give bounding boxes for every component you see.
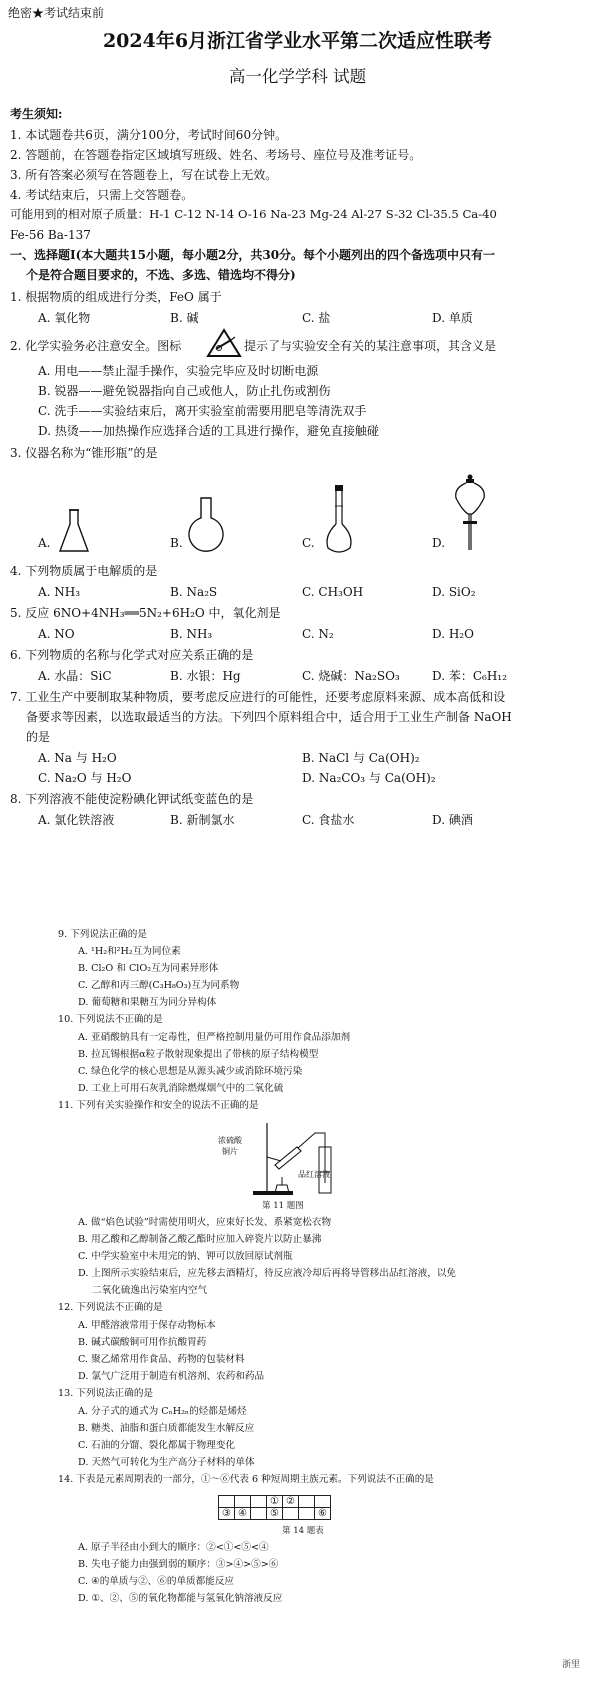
figure-label-sulfuric-acid: 浓硫酸	[218, 1136, 242, 1145]
q9-option-d[interactable]: D. 葡萄糖和果糖互为同分异构体	[78, 997, 217, 1008]
notice-item-2: 2. 答题前，在答题卷指定区域填写班级、姓名、考场号、座位号及准考证号。	[10, 148, 422, 162]
figure-label-copper: 铜片	[222, 1147, 238, 1156]
q3-option-c[interactable]: C.	[302, 536, 315, 550]
q11-stem: 11. 下列有关实验操作和安全的说法不正确的是	[58, 1100, 259, 1111]
q9-option-a[interactable]: A. ¹H₂和²H₂互为同位素	[78, 946, 181, 957]
q5-option-b[interactable]: B. NH₃	[170, 627, 213, 641]
q8-option-d[interactable]: D. 碘酒	[432, 813, 473, 827]
q11-figure-caption: 第 11 题图	[262, 1201, 304, 1211]
q12-option-c[interactable]: C. 聚乙烯常用作食品、药物的包装材料	[78, 1354, 245, 1365]
corner-watermark: 浙里	[562, 1660, 581, 1670]
copper-sulfuric-acid-apparatus-figure	[225, 1117, 360, 1197]
q2-stem-before: 2. 化学实验务必注意安全。图标	[10, 339, 182, 353]
q13-stem: 13. 下列说法正确的是	[58, 1388, 154, 1399]
q3-option-a[interactable]: A.	[38, 536, 51, 550]
q3-option-d[interactable]: D.	[432, 536, 446, 550]
q2-option-a[interactable]: A. 用电——禁止湿手操作，实验完毕应及时切断电源	[38, 364, 319, 378]
q8-option-a[interactable]: A. 氯化铁溶液	[38, 813, 115, 827]
q12-option-b[interactable]: B. 碱式碳酸铜可用作抗酸胃药	[78, 1337, 207, 1348]
notice-item-1: 1. 本试题卷共6页，满分100分，考试时间60分钟。	[10, 128, 288, 142]
figure-label-magenta-solution: 品红溶液	[298, 1170, 330, 1179]
table-cell	[251, 1508, 267, 1520]
table-cell	[299, 1496, 315, 1508]
exam-title: 2024年6月浙江省学业水平第二次适应性联考	[102, 30, 493, 52]
q9-option-c[interactable]: C. 乙醇和丙三醇(C₃H₈O₃)互为同系物	[78, 980, 240, 991]
table-cell: ③	[219, 1508, 235, 1520]
q1-option-a[interactable]: A. 氧化物	[38, 311, 91, 325]
q14-option-c[interactable]: C. ④的单质与②、⑥的单质都能反应	[78, 1576, 235, 1587]
q6-stem: 6. 下列物质的名称与化学式对应关系正确的是	[10, 648, 254, 662]
round-bottom-flask-icon	[186, 496, 226, 552]
q1-stem: 1. 根据物质的组成进行分类，FeO 属于	[10, 290, 222, 304]
q11-option-d[interactable]: D. 上图所示实验结束后，应先移去酒精灯，待反应液冷却后再将导管移出品红溶液，以免	[78, 1268, 457, 1279]
table-cell	[315, 1496, 331, 1508]
q3-option-b[interactable]: B.	[170, 536, 183, 550]
q13-option-a[interactable]: A. 分子式的通式为 CₙH₂ₙ的烃都是烯烃	[78, 1406, 247, 1417]
table-cell: ④	[235, 1508, 251, 1520]
q11-option-c[interactable]: C. 中学实验室中未用完的钠、钾可以放回原试剂瓶	[78, 1251, 293, 1262]
section1-line1: 一、选择题Ⅰ(本大题共15小题，每小题2分，共30分。每个小题列出的四个备选项中只有一	[10, 248, 496, 262]
q10-option-c[interactable]: C. 绿色化学的核心思想是从源头减少或消除环境污染	[78, 1066, 303, 1077]
q12-stem: 12. 下列说法不正确的是	[58, 1302, 163, 1313]
q12-option-a[interactable]: A. 甲醛溶液常用于保存动物标本	[78, 1320, 216, 1331]
q14-table-caption: 第 14 题表	[282, 1526, 324, 1536]
q13-option-b[interactable]: B. 糖类、油脂和蛋白质都能发生水解反应	[78, 1423, 255, 1434]
q7-option-c[interactable]: C. Na₂O 与 H₂O	[38, 771, 132, 785]
q4-option-a[interactable]: A. NH₃	[38, 585, 81, 599]
q7-line1: 7. 工业生产中要制取某种物质，要考虑反应进行的可能性，还要考虑原料来源、成本高低和设	[10, 690, 506, 704]
notice-item-3: 3. 所有答案必须写在答题卷上，写在试卷上无效。	[10, 168, 278, 182]
table-cell: ①	[267, 1496, 283, 1508]
q5-option-d[interactable]: D. H₂O	[432, 627, 474, 641]
atomic-masses-line2: Fe-56 Ba-137	[10, 228, 91, 242]
q5-option-c[interactable]: C. N₂	[302, 627, 334, 641]
table-cell: ⑤	[267, 1508, 283, 1520]
q7-option-a[interactable]: A. Na 与 H₂O	[38, 751, 117, 765]
q13-option-d[interactable]: D. 天然气可转化为生产高分子材料的单体	[78, 1457, 255, 1468]
q14-stem: 14. 下表是元素周期表的一部分，①～⑥代表 6 种短周期主族元素。下列说法不正确的是	[58, 1474, 434, 1485]
q10-option-d[interactable]: D. 工业上可用石灰乳消除燃煤烟气中的二氧化硫	[78, 1083, 284, 1094]
erlenmeyer-flask-icon	[58, 508, 90, 554]
q6-option-a[interactable]: A. 水晶：SiC	[38, 669, 112, 683]
q1-option-c[interactable]: C. 盐	[302, 311, 331, 325]
q7-option-d[interactable]: D. Na₂CO₃ 与 Ca(OH)₂	[302, 771, 436, 785]
table-cell	[299, 1508, 315, 1520]
table-cell	[283, 1508, 299, 1520]
notice-heading: 考生须知:	[10, 107, 63, 121]
periodic-table-fragment	[218, 1495, 331, 1520]
q2-option-b[interactable]: B. 锐器——避免锐器指向自己或他人，防止扎伤或割伤	[38, 384, 331, 398]
q5-stem: 5. 反应 6NO+4NH₃══5N₂+6H₂O 中，氧化剂是	[10, 606, 281, 620]
q8-option-c[interactable]: C. 食盐水	[302, 813, 355, 827]
q9-option-b[interactable]: B. Cl₂O 和 ClO₂互为同素异形体	[78, 963, 219, 974]
q10-option-a[interactable]: A. 亚硝酸钠具有一定毒性，但严格控制用量仍可用作食品添加剂	[78, 1032, 351, 1043]
q7-option-b[interactable]: B. NaCl 与 Ca(OH)₂	[302, 751, 420, 765]
secret-mark: 绝密★考试结束前	[8, 6, 105, 20]
q10-stem: 10. 下列说法不正确的是	[58, 1014, 163, 1025]
q8-stem: 8. 下列溶液不能使淀粉碘化钾试纸变蓝色的是	[10, 792, 254, 806]
table-cell: ②	[283, 1496, 299, 1508]
q4-option-d[interactable]: D. SiO₂	[432, 585, 476, 599]
notice-item-4: 4. 考试结束后，只需上交答题卷。	[10, 188, 194, 202]
q4-option-c[interactable]: C. CH₃OH	[302, 585, 364, 599]
q2-option-c[interactable]: C. 洗手——实验结束后，离开实验室前需要用肥皂等清洗双手	[38, 404, 367, 418]
atomic-masses-line1: 可能用到的相对原子质量：H-1 C-12 N-14 O-16 Na-23 Mg-24 Al-27 S-32 Cl-35.5 Ca-40	[10, 207, 497, 221]
q1-option-d[interactable]: D. 单质	[432, 311, 473, 325]
periodic-table-row	[219, 1508, 331, 1520]
periodic-table-row	[219, 1496, 331, 1508]
q3-stem: 3. 仪器名称为“锥形瓶”的是	[10, 446, 158, 460]
q5-option-a[interactable]: A. NO	[38, 627, 75, 641]
q10-option-b[interactable]: B. 拉瓦锡根据α粒子散射现象提出了带核的原子结构模型	[78, 1049, 319, 1060]
sharp-object-warning-icon	[206, 328, 242, 358]
q14-option-b[interactable]: B. 失电子能力由强到弱的顺序：③>④>⑤>⑥	[78, 1559, 279, 1570]
q7-line3: 的是	[26, 730, 51, 744]
q8-option-b[interactable]: B. 新制氯水	[170, 813, 235, 827]
table-cell	[251, 1496, 267, 1508]
q6-option-b[interactable]: B. 水银：Hg	[170, 669, 241, 683]
q14-option-d[interactable]: D. ①、②、⑤的氧化物都能与氢氧化钠溶液反应	[78, 1593, 283, 1604]
q11-option-a[interactable]: A. 做“焰色试验”时需使用明火，应束好长发、系紧宽松衣物	[78, 1217, 332, 1228]
table-cell	[235, 1496, 251, 1508]
q13-option-c[interactable]: C. 石油的分馏、裂化都属于物理变化	[78, 1440, 236, 1451]
q11-option-d-cont: 二氧化硫逸出污染室内空气	[92, 1285, 208, 1296]
q11-option-b[interactable]: B. 用乙酸和乙醇制备乙酸乙酯时应加入碎瓷片以防止暴沸	[78, 1234, 322, 1245]
q6-option-d[interactable]: D. 苯：C₆H₁₂	[432, 669, 507, 683]
q2-option-d[interactable]: D. 热烫——加热操作应选择合适的工具进行操作，避免直接触碰	[38, 424, 379, 438]
q4-stem: 4. 下列物质属于电解质的是	[10, 564, 158, 578]
q4-option-b[interactable]: B. Na₂S	[170, 585, 218, 599]
table-cell	[219, 1496, 235, 1508]
q1-option-b[interactable]: B. 碱	[170, 311, 199, 325]
exam-subtitle: 高一化学学科 试题	[228, 67, 367, 86]
q9-stem: 9. 下列说法正确的是	[58, 929, 147, 940]
q12-option-d[interactable]: D. 氯气广泛用于制造有机溶剂、农药和药品	[78, 1371, 265, 1382]
table-cell: ⑥	[315, 1508, 331, 1520]
section1-line2: 个是符合题目要求的，不选、多选、错选均不得分)	[26, 268, 296, 282]
q7-line2: 备要求等因素，以选取最适当的方法。下列四个原料组合中，适合用于工业生产制备 NaOH	[26, 710, 512, 724]
q6-option-c[interactable]: C. 烧碱：Na₂SO₃	[302, 669, 400, 683]
q14-option-a[interactable]: A. 原子半径由小到大的顺序：②<①<⑤<④	[78, 1542, 269, 1553]
volumetric-flask-icon	[322, 484, 356, 556]
q2-stem-after: 提示了与实验安全有关的某注意事项，其含义是	[244, 339, 497, 353]
separatory-funnel-icon	[452, 474, 488, 554]
